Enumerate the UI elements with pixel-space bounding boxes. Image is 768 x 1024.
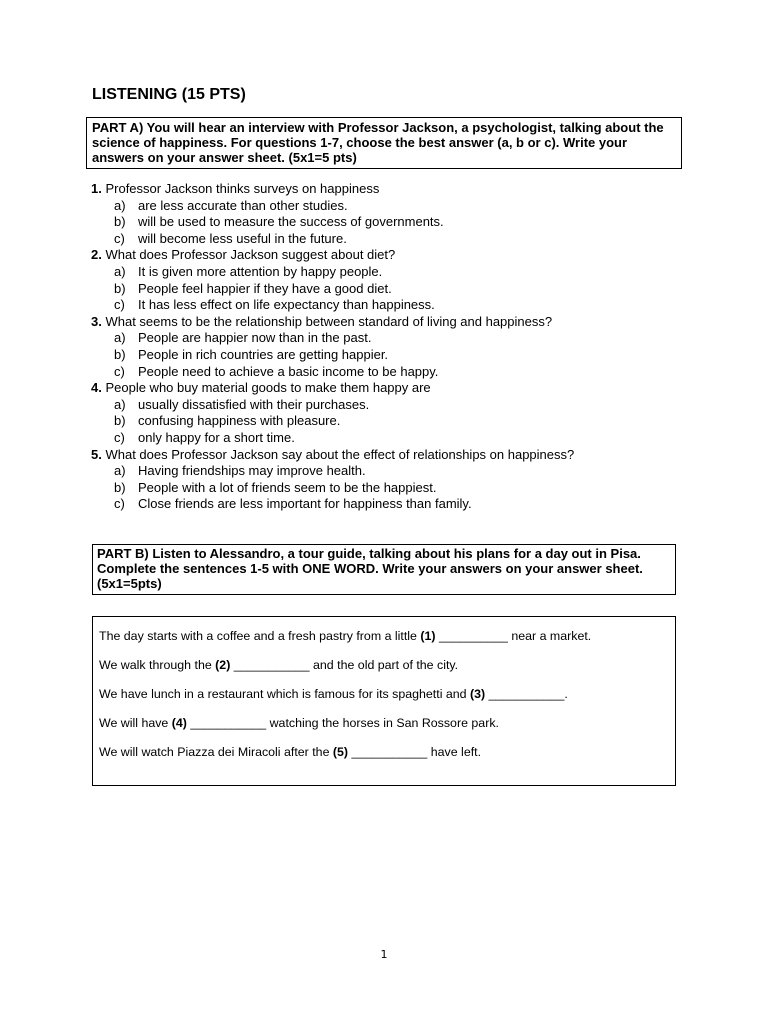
option-letter: a): [114, 197, 126, 213]
option-letter: c): [114, 297, 125, 313]
page-title: LISTENING (15 PTS): [92, 86, 246, 103]
question-item: [91, 181, 574, 247]
question-text: People who buy material goods to make them happy are: [105, 380, 431, 396]
gap-number: (3): [470, 687, 486, 701]
part-a-questions: [91, 181, 574, 513]
option-text: are less accurate than other studies.: [138, 197, 348, 213]
question-options: [91, 264, 574, 314]
option-text: People are happier now than in the past.: [138, 330, 372, 346]
answer-option: [91, 413, 574, 430]
question-text: What does Professor Jackson suggest about diet?: [105, 247, 396, 263]
question-options: [91, 198, 574, 248]
option-letter: a): [114, 330, 126, 346]
sentence-text-after: watching the horses in San Rossore park.: [269, 716, 499, 730]
question-stem: [91, 247, 574, 264]
option-text: only happy for a short time.: [138, 429, 295, 445]
option-letter: a): [114, 463, 126, 479]
answer-blank: ___________: [186, 716, 270, 730]
question-number: 5.: [91, 446, 102, 462]
answer-option: [91, 214, 574, 231]
answer-option: [91, 430, 574, 447]
question-number: 2.: [91, 247, 102, 263]
sentence-text-before: We have lunch in a restaurant which is famous for its spaghetti and: [99, 687, 470, 701]
answer-option: [91, 231, 574, 248]
answer-option: [91, 364, 574, 381]
question-options: [91, 463, 574, 513]
gap-number: (2): [215, 658, 231, 672]
sentence-text-after: and the old part of the city.: [313, 658, 459, 672]
sentence-text-before: We will watch Piazza dei Miracoli after the: [99, 745, 333, 759]
option-text: People in rich countries are getting happier.: [138, 346, 389, 362]
answer-blank: ___________: [348, 745, 431, 759]
answer-option: [91, 397, 574, 414]
gap-number: (5): [332, 745, 349, 759]
option-letter: c): [114, 230, 125, 246]
answer-option: [91, 330, 574, 347]
option-letter: b): [114, 346, 126, 362]
question-stem: [91, 181, 574, 198]
question-number: 1.: [91, 181, 102, 196]
option-text: People with a lot of friends seem to be the happiest.: [138, 479, 437, 495]
sentence-text-after: .: [564, 687, 568, 701]
question-stem: [91, 314, 574, 331]
question-item: [91, 247, 574, 313]
option-text: confusing happiness with pleasure.: [138, 413, 341, 429]
answer-option: [91, 347, 574, 364]
gap-fill-sentence: [99, 716, 675, 745]
answer-option: [91, 264, 574, 281]
question-item: [91, 380, 574, 446]
question-text: What does Professor Jackson say about the effect of relationships on happiness?: [105, 446, 575, 462]
sentence-text-before: We walk through the: [99, 658, 216, 672]
question-item: [91, 447, 574, 513]
sentence-text-before: We will have: [99, 716, 172, 730]
gap-number: (4): [171, 716, 187, 730]
option-text: People feel happier if they have a good diet.: [138, 280, 392, 296]
option-letter: c): [114, 496, 125, 512]
question-stem: [91, 447, 574, 464]
option-letter: b): [114, 214, 126, 230]
answer-blank: ___________: [230, 658, 314, 672]
question-options: [91, 330, 574, 380]
answer-blank: ___________: [485, 687, 565, 701]
gap-fill-sentence: [99, 687, 675, 716]
answer-option: [91, 496, 574, 513]
question-stem: [91, 380, 574, 397]
option-text: It is given more attention by happy people.: [138, 263, 383, 279]
gap-fill-sentence: [99, 745, 675, 774]
option-text: will become less useful in the future.: [138, 230, 347, 246]
answer-option: [91, 198, 574, 215]
gap-fill-sentence: [99, 629, 675, 658]
option-letter: c): [114, 429, 125, 445]
gap-fill-sentence: [99, 658, 675, 687]
part-b-instructions: PART B) Listen to Alessandro, a tour guide, talking about his plans for a day out in Pisa. Complete the sentences 1-5 with ONE WORD. Write your answers on your answer sheet. (5x1=5pts): [92, 544, 676, 595]
option-letter: a): [114, 263, 126, 279]
question-number: 4.: [91, 380, 102, 396]
question-text: Professor Jackson thinks surveys on happiness: [105, 181, 380, 196]
option-text: Close friends are less important for happiness than family.: [138, 496, 472, 512]
option-text: Having friendships may improve health.: [138, 463, 366, 479]
sentence-text-before: The day starts with a coffee and a fresh pastry from a little: [99, 629, 421, 643]
page-number: 1: [380, 948, 388, 961]
answer-option: [91, 480, 574, 497]
answer-option: [91, 281, 574, 298]
option-text: usually dissatisfied with their purchases.: [138, 396, 370, 412]
option-text: will be used to measure the success of governments.: [138, 214, 444, 230]
option-letter: b): [114, 280, 126, 296]
option-letter: b): [114, 413, 126, 429]
answer-option: [91, 297, 574, 314]
question-item: [91, 314, 574, 380]
sentence-text-after: have left.: [430, 745, 482, 759]
option-letter: a): [114, 396, 126, 412]
answer-blank: __________: [435, 629, 512, 643]
option-text: People need to achieve a basic income to be happy.: [138, 363, 439, 379]
sentence-text-after: near a market.: [511, 629, 592, 643]
option-letter: b): [114, 479, 126, 495]
gap-number: (1): [420, 629, 436, 643]
question-text: What seems to be the relationship between standard of living and happiness?: [105, 313, 553, 329]
question-options: [91, 397, 574, 447]
option-letter: c): [114, 363, 125, 379]
part-a-instructions: PART A) You will hear an interview with Professor Jackson, a psychologist, talking about the science of happiness. For questions 1-7, choose the best answer (a, b or c). Write your answers on your answer sheet. (5x1=5 pts): [86, 117, 682, 169]
answer-option: [91, 463, 574, 480]
option-text: It has less effect on life expectancy than happiness.: [138, 297, 435, 313]
part-b-sentences: [92, 616, 676, 786]
question-number: 3.: [91, 313, 102, 329]
